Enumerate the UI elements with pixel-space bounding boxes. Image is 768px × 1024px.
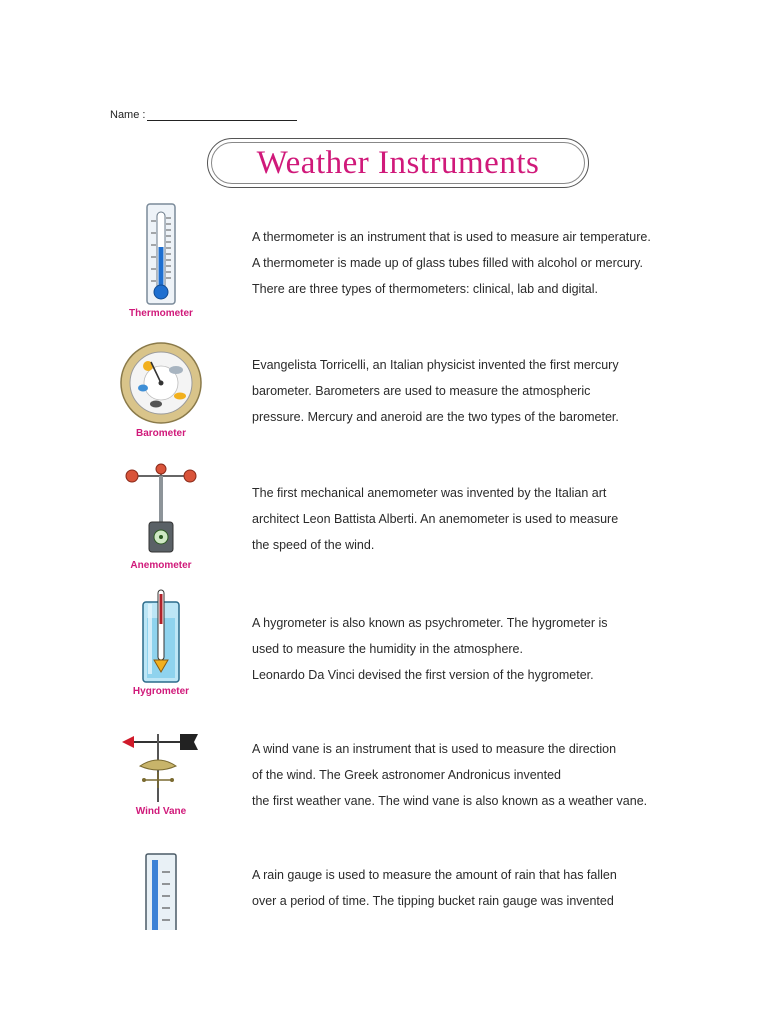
instrument-caption: Barometer [135, 428, 187, 439]
description-line: A thermometer is an instrument that is used to measure air temperature. [252, 230, 651, 244]
description-line: Evangelista Torricelli, an Italian physicist invented the first mercury [252, 358, 619, 372]
anemometer-icon [118, 462, 204, 558]
instrument-description [252, 352, 722, 430]
thermometer-icon [141, 202, 181, 306]
instrument-caption: Hygrometer [132, 686, 190, 697]
name-field [110, 108, 297, 121]
page-title: Weather Instruments [256, 144, 540, 181]
description-line: barometer. Barometers are used to measure the atmospheric [252, 384, 591, 398]
instrument-description [252, 862, 722, 914]
description-line: A hygrometer is also known as psychrometer. The hygrometer is [252, 616, 608, 630]
rain-gauge-figure [118, 852, 204, 930]
instrument-caption: Wind Vane [135, 806, 187, 817]
description-line: architect Leon Battista Alberti. An anemometer is used to measure [252, 512, 619, 526]
name-line[interactable] [147, 108, 297, 121]
instrument-caption: Anemometer [130, 560, 192, 571]
instrument-row-rain-gauge [0, 848, 768, 930]
description-line: used to measure the humidity in the atmosphere. [252, 642, 523, 656]
description-line: A thermometer is made up of glass tubes filled with alcohol or mercury. [252, 256, 643, 270]
instrument-caption: Thermometer [129, 308, 193, 319]
instrument-description [252, 610, 722, 688]
wind-vane-figure [118, 724, 204, 817]
hygrometer-icon [118, 588, 204, 684]
instrument-description [252, 480, 722, 558]
title-banner [207, 138, 589, 188]
description-line: There are three types of thermometers: clinical, lab and digital. [252, 282, 599, 296]
thermometer-figure [118, 202, 204, 319]
description-line: over a period of time. The tipping bucket rain gauge was invented [252, 894, 614, 908]
description-line: the speed of the wind. [252, 538, 375, 552]
rain-gauge-icon [118, 852, 204, 930]
description-line: pressure. Mercury and aneroid are the two types of the barometer. [252, 410, 619, 424]
description-line: the first weather vane. The wind vane is also known as a weather vane. [252, 794, 648, 808]
description-line: Leonardo Da Vinci devised the first version of the hygrometer. [252, 668, 594, 682]
description-line: The first mechanical anemometer was invented by the Italian art [252, 486, 607, 500]
instrument-description [252, 736, 722, 814]
barometer-figure [118, 340, 204, 439]
barometer-icon [118, 340, 204, 426]
description-line: of the wind. The Greek astronomer Andronicus invented [252, 768, 561, 782]
instrument-description [252, 224, 722, 302]
anemometer-figure [118, 462, 204, 571]
description-line: A rain gauge is used to measure the amount of rain that has fallen [252, 868, 617, 882]
wind-vane-icon [118, 724, 204, 804]
name-label: Name : [110, 109, 146, 121]
hygrometer-figure [118, 588, 204, 697]
description-line: A wind vane is an instrument that is used to measure the direction [252, 742, 617, 756]
